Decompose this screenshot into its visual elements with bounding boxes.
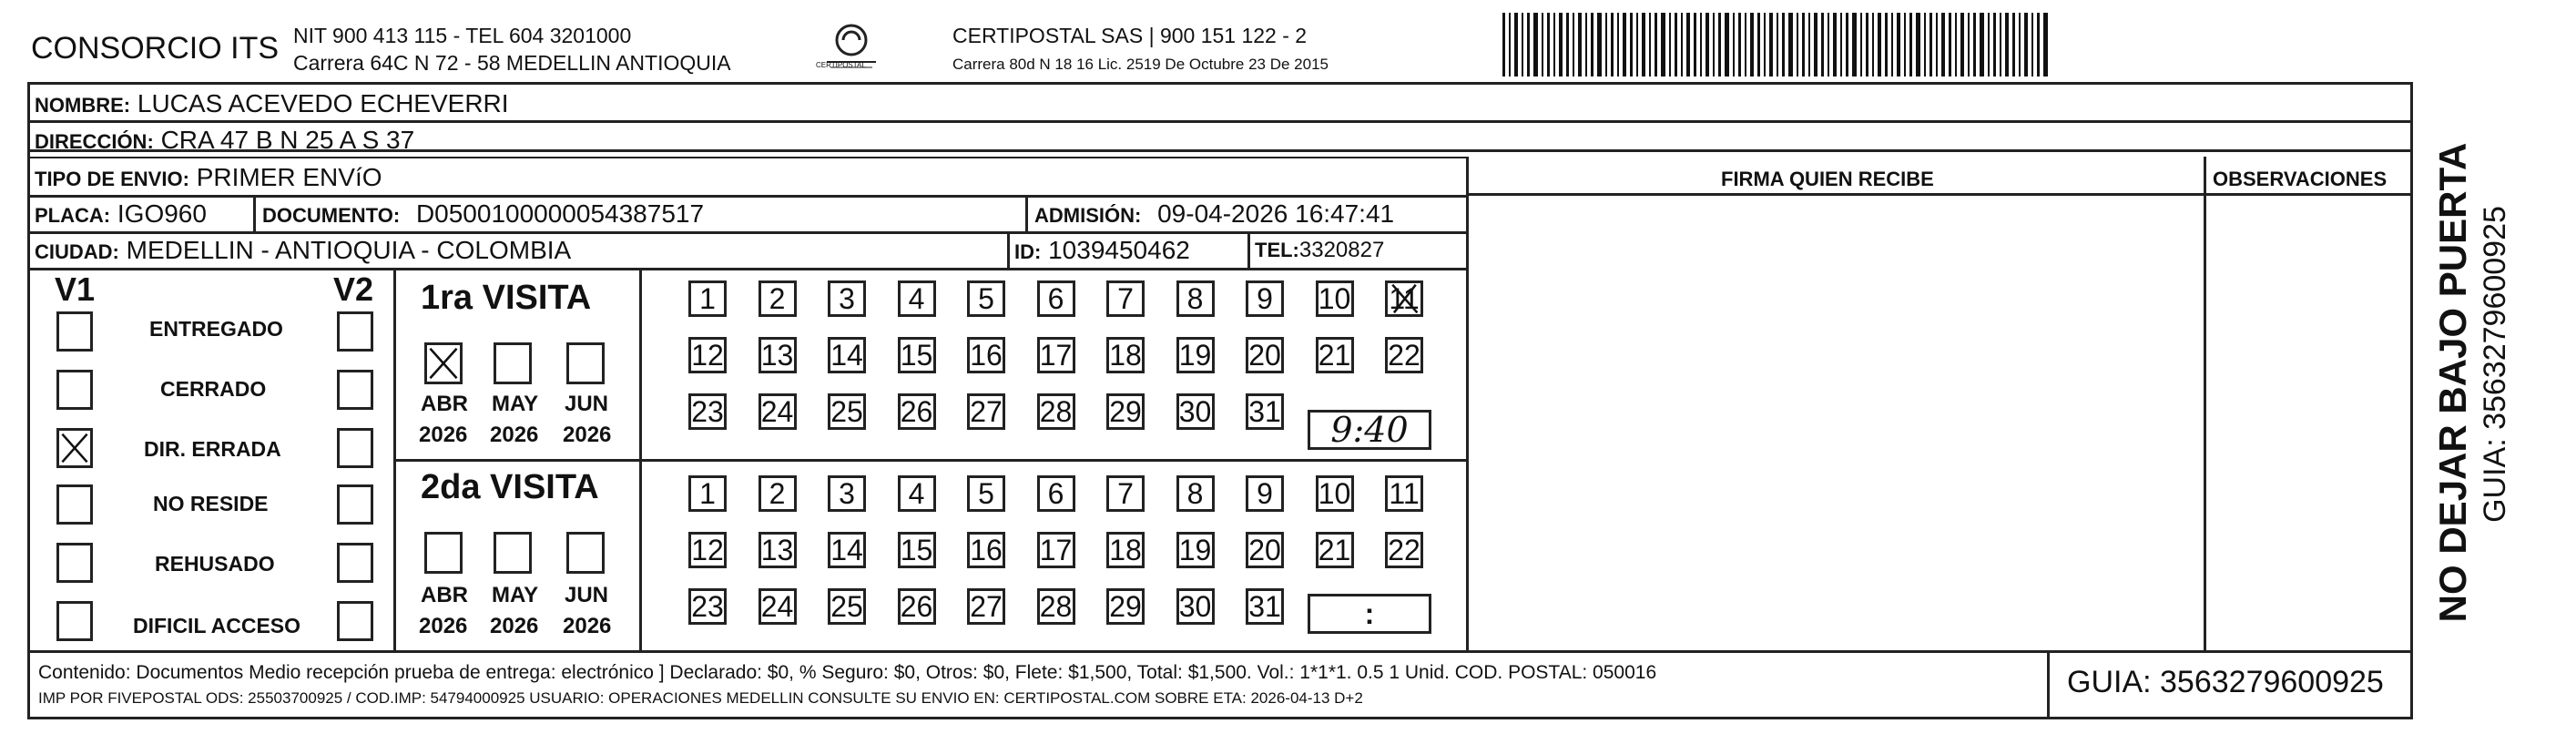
second-day-14[interactable] (828, 532, 866, 568)
second-day-label: 6 (1047, 476, 1064, 510)
second-day-label: 16 (970, 533, 1003, 566)
second-year-abr: 2026 (419, 614, 468, 638)
second-month-may-label: MAY (492, 583, 539, 607)
carrier-address: Carrera 80d N 18 16 Lic. 2519 De Octubre 23 De 2015 (952, 56, 1329, 73)
v2-label: V2 (333, 270, 374, 308)
second-day-label: 2 (769, 476, 786, 510)
first-day-11[interactable] (1385, 280, 1423, 317)
second-day-3[interactable] (828, 475, 866, 512)
second-day-label: 31 (1248, 589, 1281, 623)
side-warning: NO DEJAR BAJO PUERTA (2431, 142, 2474, 623)
second-day-6[interactable] (1037, 475, 1075, 512)
placa-value: IGO960 (117, 199, 207, 228)
second-month-may-checkbox[interactable] (494, 532, 532, 574)
second-day-17[interactable] (1037, 532, 1075, 568)
check-x-icon (59, 431, 90, 465)
second-day-4[interactable] (898, 475, 936, 512)
first-day-28[interactable] (1037, 393, 1075, 430)
documento-value: D0500100000054387517 (415, 199, 705, 228)
second-day-label: 18 (1109, 533, 1142, 566)
second-day-label: 5 (978, 476, 994, 510)
side-guia: GUIA: 3563279600925 (2478, 206, 2512, 523)
second-visit-time: : (1364, 596, 1375, 630)
tel-row (1255, 240, 1384, 261)
first-day-label: 25 (830, 394, 863, 428)
second-day-24[interactable] (759, 588, 797, 625)
direccion-label: DIRECCIÓN: (35, 130, 154, 153)
second-day-label: 17 (1039, 533, 1073, 566)
id-row (1014, 238, 1190, 263)
first-day-6[interactable] (1037, 280, 1075, 317)
first-day-label: 22 (1388, 338, 1420, 372)
signature-area[interactable] (1470, 197, 2202, 648)
status-no-reside: NO RESIDE (153, 492, 269, 515)
first-day-5[interactable] (967, 280, 1005, 317)
first-month-may-label: MAY (492, 392, 539, 416)
second-day-29[interactable] (1106, 588, 1145, 625)
first-month-jun-checkbox[interactable] (566, 342, 605, 384)
second-day-13[interactable] (759, 532, 797, 568)
second-day-label: 9 (1257, 476, 1273, 510)
first-day-24[interactable] (759, 393, 797, 430)
admision-row (1034, 201, 1394, 227)
first-day-2[interactable] (759, 280, 797, 317)
logo-text: CERTIPOSTAL (816, 61, 866, 69)
first-visit-time: 9:40 (1330, 410, 1409, 450)
second-day-label: 29 (1109, 589, 1142, 623)
first-day-label: 11 (1389, 281, 1420, 315)
first-month-jun-label: JUN (565, 392, 609, 416)
second-day-8[interactable] (1176, 475, 1215, 512)
first-day-19[interactable] (1176, 337, 1215, 373)
ciudad-label: CIUDAD: (35, 240, 119, 263)
second-day-label: 13 (760, 533, 794, 566)
first-day-7[interactable] (1106, 280, 1145, 317)
first-day-23[interactable] (688, 393, 727, 430)
second-visit-title: 2da VISITA (421, 468, 599, 506)
second-day-7[interactable] (1106, 475, 1145, 512)
status-entregado: ENTREGADO (149, 317, 283, 341)
documento-label: DOCUMENTO: (262, 204, 401, 227)
nombre-value: LUCAS ACEVEDO ECHEVERRI (137, 89, 509, 117)
first-day-16[interactable] (967, 337, 1005, 373)
first-day-label: 26 (900, 394, 933, 428)
tipo-row (35, 165, 382, 190)
first-day-20[interactable] (1246, 337, 1284, 373)
second-day-label: 22 (1388, 533, 1420, 566)
first-day-label: 24 (760, 394, 794, 428)
second-visit-time-box[interactable] (1308, 594, 1431, 634)
tipo-label: TIPO DE ENVIO: (35, 168, 189, 190)
first-day-label: 23 (691, 394, 724, 428)
first-day-22[interactable] (1385, 337, 1423, 373)
second-day-10[interactable] (1316, 475, 1354, 512)
id-label: ID: (1014, 240, 1042, 263)
first-day-17[interactable] (1037, 337, 1075, 373)
second-month-abr-label: ABR (421, 583, 468, 607)
second-year-may: 2026 (490, 614, 539, 638)
second-day-label: 10 (1318, 476, 1351, 510)
observaciones-area[interactable] (2207, 197, 2411, 648)
second-day-30[interactable] (1176, 588, 1215, 625)
second-month-jun-checkbox[interactable] (566, 532, 605, 574)
first-day-label: 13 (760, 338, 794, 372)
first-day-12[interactable] (688, 337, 727, 373)
second-day-22[interactable] (1385, 532, 1423, 568)
first-day-label: 31 (1248, 394, 1281, 428)
second-day-label: 23 (691, 589, 724, 623)
direccion-row (35, 127, 414, 153)
second-day-11[interactable] (1385, 475, 1423, 512)
v1-checkbox-cerrado[interactable] (56, 370, 93, 410)
second-day-label: 27 (970, 589, 1003, 623)
v1-checkbox-rehusado[interactable] (56, 543, 93, 583)
second-day-label: 8 (1186, 476, 1204, 510)
second-month-jun-label: JUN (565, 583, 609, 607)
tel-label: TEL: (1255, 239, 1299, 261)
first-day-29[interactable] (1106, 393, 1145, 430)
carrier-name: CERTIPOSTAL SAS | 900 151 122 - 2 (952, 24, 1308, 47)
observaciones-label: OBSERVACIONES (2213, 168, 2388, 190)
first-day-25[interactable] (828, 393, 866, 430)
second-day-label: 25 (830, 589, 863, 623)
first-day-label: 2 (769, 281, 786, 315)
first-day-label: 12 (691, 338, 724, 372)
nombre-label: NOMBRE: (35, 94, 131, 117)
first-day-label: 7 (1117, 281, 1134, 315)
first-day-label: 21 (1318, 338, 1351, 372)
first-day-10[interactable] (1316, 280, 1354, 317)
second-day-21[interactable] (1316, 532, 1354, 568)
first-day-27[interactable] (967, 393, 1005, 430)
first-month-may-checkbox[interactable] (494, 342, 532, 384)
admision-label: ADMISIÓN: (1034, 204, 1142, 227)
second-day-23[interactable] (688, 588, 727, 625)
documento-row (262, 201, 704, 227)
second-day-label: 15 (900, 533, 933, 566)
first-day-label: 17 (1039, 338, 1073, 372)
company-name: CONSORCIO ITS (31, 31, 280, 66)
first-day-8[interactable] (1176, 280, 1215, 317)
firma-label: FIRMA QUIEN RECIBE (1721, 168, 1934, 190)
first-day-1[interactable] (688, 280, 727, 317)
direccion-value: CRA 47 B N 25 A S 37 (160, 126, 415, 154)
first-day-label: 14 (830, 338, 863, 372)
v2-checkbox-rehusado[interactable] (337, 543, 373, 583)
first-day-label: 5 (978, 281, 994, 315)
v2-checkbox-dir-errada[interactable] (337, 428, 373, 468)
ciudad-value: MEDELLIN - ANTIOQUIA - COLOMBIA (126, 236, 572, 264)
v2-checkbox-no-reside[interactable] (337, 484, 373, 525)
first-day-label: 18 (1109, 338, 1142, 372)
second-month-abr-checkbox[interactable] (424, 532, 463, 574)
second-day-26[interactable] (898, 588, 936, 625)
second-year-jun: 2026 (563, 614, 612, 638)
status-dir-errada: DIR. ERRADA (144, 437, 281, 461)
first-day-15[interactable] (898, 337, 936, 373)
footer-contenido: Contenido: Documentos Medio recepción prueba de entrega: electrónico ] Declarado: $0, % Seguro: $0, Otros: $0, Flete: $1,500, Total: $1,500. Vol.: 1*1*1. 0.5 1 Unid. COD. POSTAL: 050016 (38, 662, 1657, 683)
first-year-may: 2026 (490, 423, 539, 447)
v2-checkbox-entregado[interactable] (337, 311, 373, 352)
first-year-jun: 2026 (563, 423, 612, 447)
second-day-label: 14 (830, 533, 863, 566)
second-day-label: 24 (760, 589, 794, 623)
first-day-14[interactable] (828, 337, 866, 373)
v1-label: V1 (55, 270, 96, 308)
status-dificil-acceso: DIFICIL ACCESO (133, 614, 301, 637)
tel-value: 3320827 (1298, 238, 1385, 262)
first-month-abr-checkbox[interactable] (424, 342, 463, 384)
first-day-label: 10 (1318, 281, 1351, 315)
first-day-label: 4 (908, 281, 925, 315)
id-value: 1039450462 (1048, 236, 1190, 264)
first-month-abr-label: ABR (421, 392, 468, 416)
second-day-19[interactable] (1176, 532, 1215, 568)
placa-row (35, 201, 207, 227)
second-day-5[interactable] (967, 475, 1005, 512)
second-day-15[interactable] (898, 532, 936, 568)
second-day-25[interactable] (828, 588, 866, 625)
company-nit: NIT 900 413 115 - TEL 604 3201000 (293, 24, 632, 47)
v2-checkbox-cerrado[interactable] (337, 370, 373, 410)
second-day-label: 7 (1117, 476, 1134, 510)
second-day-label: 11 (1389, 476, 1420, 510)
v1-checkbox-entregado[interactable] (56, 311, 93, 352)
first-day-3[interactable] (828, 280, 866, 317)
second-day-12[interactable] (688, 532, 727, 568)
second-day-2[interactable] (759, 475, 797, 512)
first-visit-time-box[interactable] (1308, 410, 1431, 450)
first-day-18[interactable] (1106, 337, 1145, 373)
second-day-label: 28 (1039, 589, 1073, 623)
first-day-label: 9 (1257, 281, 1273, 315)
nombre-row (35, 91, 509, 117)
first-day-13[interactable] (759, 337, 797, 373)
second-day-label: 4 (908, 476, 925, 510)
first-day-21[interactable] (1316, 337, 1354, 373)
first-day-label: 19 (1178, 338, 1212, 372)
status-rehusado: REHUSADO (155, 552, 275, 576)
first-day-label: 27 (970, 394, 1003, 428)
second-day-label: 21 (1318, 533, 1351, 566)
first-day-label: 29 (1109, 394, 1142, 428)
second-day-16[interactable] (967, 532, 1005, 568)
second-day-label: 3 (839, 476, 855, 510)
ciudad-row (35, 238, 571, 263)
v1-checkbox-dir-errada[interactable] (56, 428, 93, 468)
first-day-label: 30 (1178, 394, 1212, 428)
company-address: Carrera 64C N 72 - 58 MEDELLIN ANTIOQUIA (293, 51, 731, 75)
second-day-1[interactable] (688, 475, 727, 512)
first-year-abr: 2026 (419, 423, 468, 447)
second-day-9[interactable] (1246, 475, 1284, 512)
second-day-label: 12 (691, 533, 724, 566)
second-day-label: 19 (1178, 533, 1212, 566)
first-day-label: 15 (900, 338, 933, 372)
second-day-label: 1 (699, 476, 716, 510)
first-day-label: 3 (839, 281, 855, 315)
first-day-label: 20 (1248, 338, 1281, 372)
status-cerrado: CERRADO (160, 377, 267, 401)
first-day-26[interactable] (898, 393, 936, 430)
first-day-label: 8 (1186, 281, 1204, 315)
second-day-28[interactable] (1037, 588, 1075, 625)
admision-value: 09-04-2026 16:47:41 (1157, 199, 1395, 228)
barcode (1502, 13, 2076, 76)
second-day-label: 30 (1178, 589, 1212, 623)
first-day-31[interactable] (1246, 393, 1284, 430)
footer-guia: GUIA: 3563279600925 (2067, 665, 2384, 699)
first-day-label: 1 (699, 281, 716, 315)
first-day-30[interactable] (1176, 393, 1215, 430)
v1-checkbox-dificil-acceso[interactable] (56, 601, 93, 641)
v1-checkbox-no-reside[interactable] (56, 484, 93, 525)
second-day-18[interactable] (1106, 532, 1145, 568)
first-day-label: 16 (970, 338, 1003, 372)
footer-imp-line: IMP POR FIVEPOSTAL ODS: 25503700925 / COD.IMP: 54794000925 USUARIO: OPERACIONES MEDELLIN CONSULTE SU ENVIO EN: CERTIPOSTAL.COM SOBRE ETA: 2026-04-13 D+2 (38, 689, 1363, 707)
second-day-20[interactable] (1246, 532, 1284, 568)
placa-label: PLACA: (35, 204, 111, 227)
second-day-31[interactable] (1246, 588, 1284, 625)
tipo-value: PRIMER ENVíO (196, 163, 382, 191)
first-day-4[interactable] (898, 280, 936, 317)
second-day-27[interactable] (967, 588, 1005, 625)
second-day-label: 20 (1248, 533, 1281, 566)
v2-checkbox-dificil-acceso[interactable] (337, 601, 373, 641)
check-x-icon (427, 345, 460, 382)
first-day-label: 28 (1039, 394, 1073, 428)
check-x-icon (1388, 283, 1420, 314)
first-day-9[interactable] (1246, 280, 1284, 317)
first-day-label: 6 (1047, 281, 1064, 315)
first-visit-title: 1ra VISITA (421, 279, 592, 317)
second-day-label: 26 (900, 589, 933, 623)
